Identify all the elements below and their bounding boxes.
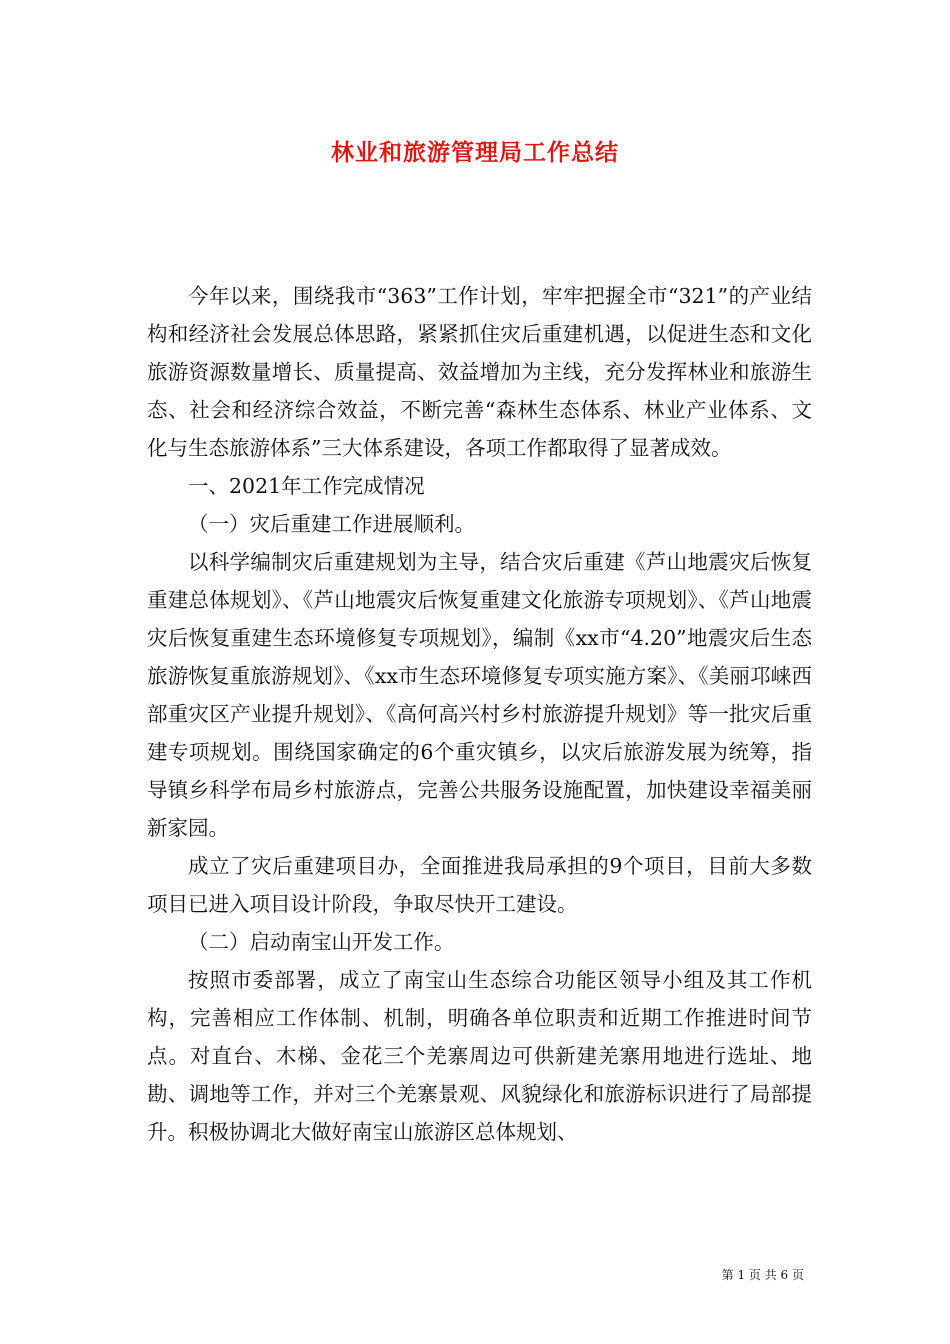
subsection-heading: （二）启动南宝山开发工作。 — [188, 930, 455, 954]
document-title: 林业和旅游管理局工作总结 — [331, 139, 619, 166]
body-paragraph: 成立了灾后重建项目办，全面推进我局承担的9个项目，目前大多数项目已进入项目设计阶段，争取尽快开工建设。 — [147, 854, 812, 916]
body-paragraph: 以科学编制灾后重建规划为主导，结合灾后重建《芦山地震灾后恢复重建总体规划》、《芦山地震灾后恢复重建文化旅游专项规划》、《芦山地震灾后恢复重建生态环境修复专项规划》，编制《xx市“4.20”地震灾后生态旅游恢复重旅游规划》、《xx市生态环境修复专项实施方案》、《美丽邛崃西部重灾区产业提升规划》、《高何高兴村乡村旅游提升规划》等一批灾后重建专项规划。围绕国家确定的6个重灾镇乡，以灾后旅游发展为统筹，指导镇乡科学布局乡村旅游点，完善公共服务设施配置，加快建设幸福美丽新家园。 — [147, 550, 812, 840]
body-paragraph: 按照市委部署，成立了南宝山生态综合功能区领导小组及其工作机构，完善相应工作体制、机制，明确各单位职责和近期工作推进时间节点。对直台、木梯、金花三个羌寨周边可供新建羌寨用地进行选址、地勘、调地等工作，并对三个羌寨景观、风貌绿化和旅游标识进行了局部提升。积极协调北大做好南宝山旅游区总体规划、 — [147, 968, 812, 1144]
section-heading: 一、2021年工作完成情况 — [188, 474, 425, 498]
subsection-heading: （一）灾后重建工作进展顺利。 — [188, 512, 475, 536]
intro-paragraph: 今年以来，围绕我市“363”工作计划，牢牢把握全市“321”的产业结构和经济社会发展总体思路，紧紧抓住灾后重建机遇，以促进生态和文化旅游资源数量增长、质量提高、效益增加为主线，充分发挥林业和旅游生态、社会和经济综合效益，不断完善“森林生态体系、林业产业体系、文化与生态旅游体系”三大体系建设，各项工作都取得了显著成效。 — [147, 284, 812, 460]
page-number: 第 1 页 共 6 页 — [721, 1268, 804, 1282]
document-body — [147, 277, 812, 1151]
